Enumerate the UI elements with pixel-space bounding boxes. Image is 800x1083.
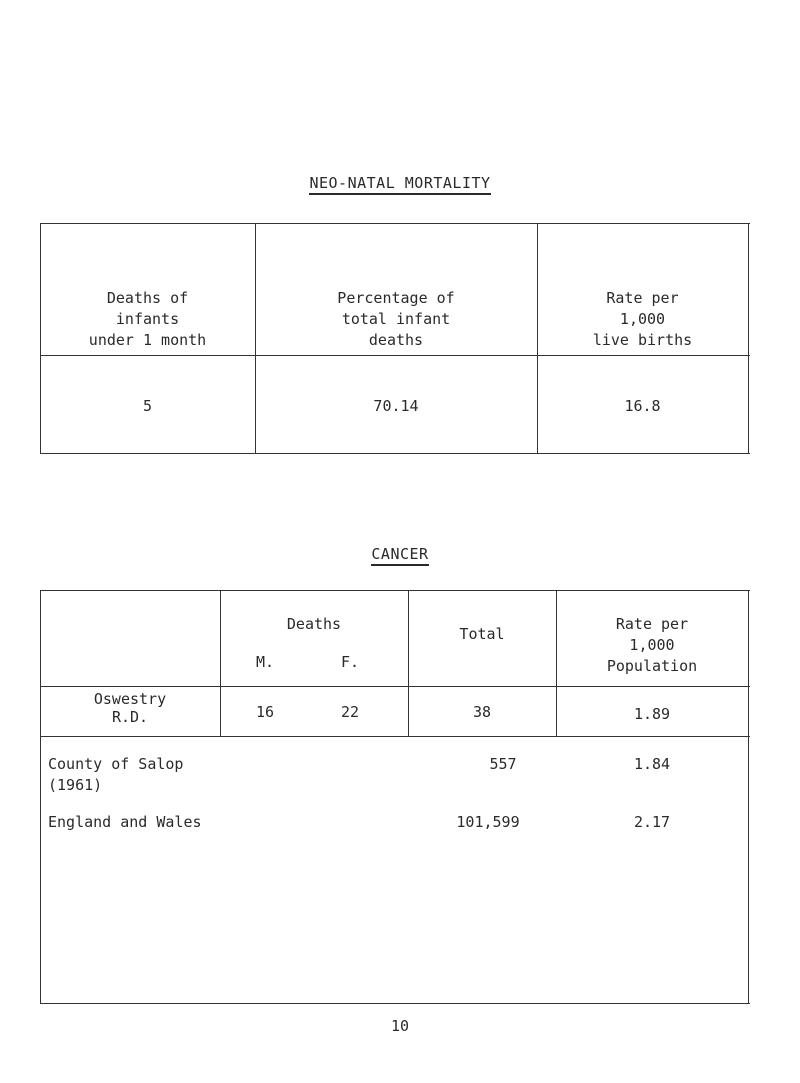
- england-rate: 2.17: [633, 813, 671, 831]
- table-header-divider: [40, 686, 750, 687]
- row-label-oswestry: Oswestry R.D.: [93, 690, 167, 726]
- table-column-divider: [220, 590, 221, 736]
- table-border-top: [40, 590, 750, 591]
- header-rate-per-1000-population: Rate per 1,000 Population: [606, 615, 698, 675]
- england-total: 101,599: [456, 813, 520, 831]
- header-deaths: Deaths: [286, 615, 342, 633]
- county-total: 557: [489, 755, 517, 773]
- oswestry-male: 16: [255, 703, 275, 721]
- value-percentage: 70.14: [373, 397, 419, 415]
- table-row-divider: [40, 736, 750, 737]
- neonatal-title: NEO-NATAL MORTALITY: [0, 174, 800, 192]
- header-female: F.: [340, 653, 360, 671]
- cancer-title: CANCER: [0, 545, 800, 563]
- county-rate: 1.84: [633, 755, 671, 773]
- header-deaths-under-1-month: Deaths of infants under 1 month: [88, 289, 207, 349]
- row-label-county-of-salop: County of Salop (1961): [48, 755, 184, 794]
- table-border-bottom: [40, 1003, 750, 1004]
- table-border-left: [40, 590, 41, 1003]
- header-total: Total: [459, 625, 505, 643]
- oswestry-total: 38: [472, 703, 492, 721]
- oswestry-rate: 1.89: [633, 705, 671, 723]
- value-rate: 16.8: [624, 397, 661, 415]
- table-border-right: [748, 590, 749, 1003]
- table-header-divider: [40, 355, 750, 356]
- header-male: M.: [255, 653, 275, 671]
- value-deaths: 5: [142, 397, 153, 415]
- header-rate-per-1000-births: Rate per 1,000 live births: [592, 289, 693, 349]
- header-percentage-infant-deaths: Percentage of total infant deaths: [337, 289, 455, 349]
- table-border-bottom: [40, 453, 750, 454]
- table-border-right: [748, 223, 749, 453]
- table-border-top: [40, 223, 750, 224]
- row-label-england-and-wales: England and Wales: [48, 813, 202, 831]
- page-number: 10: [390, 1017, 410, 1035]
- oswestry-female: 22: [340, 703, 360, 721]
